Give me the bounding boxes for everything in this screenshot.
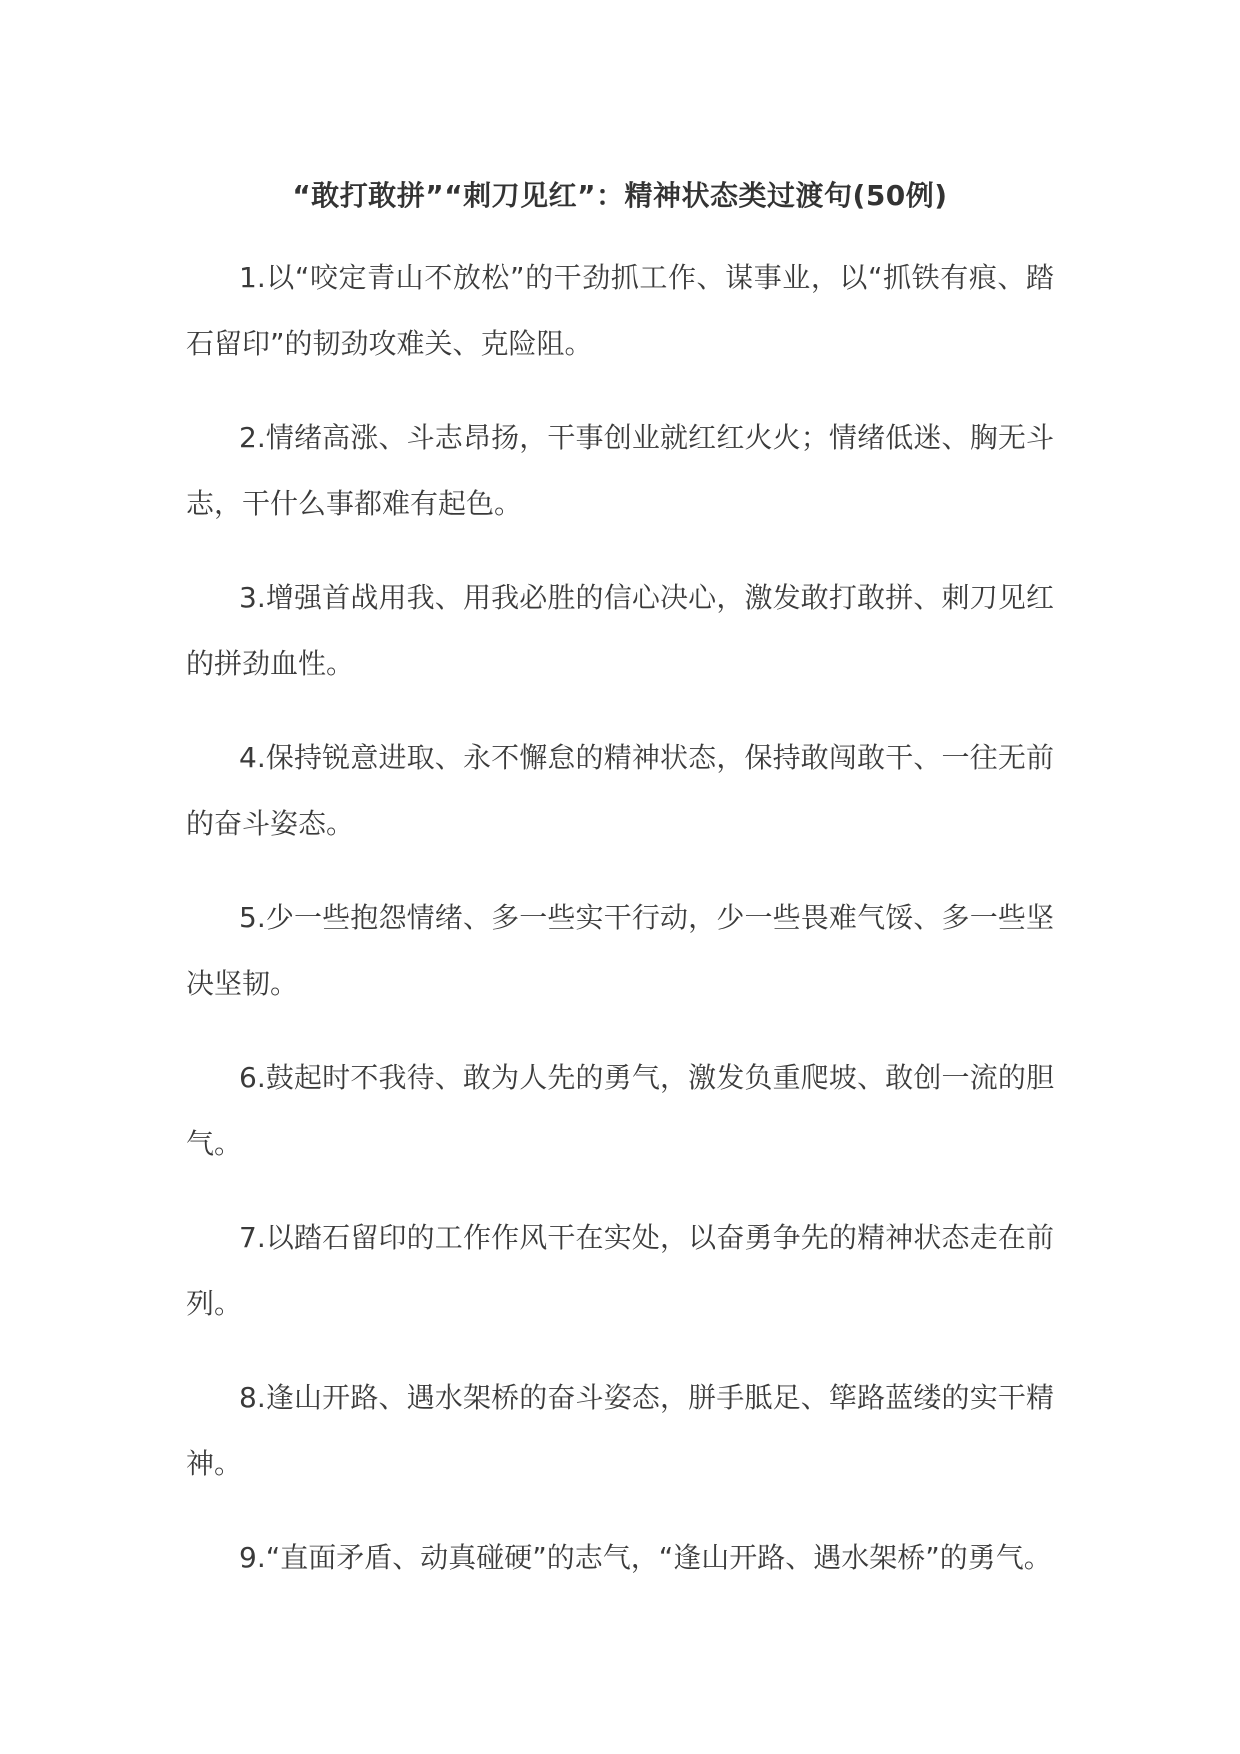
paragraph-3: 3.增强首战用我、用我必胜的信心决心，激发敢打敢拼、刺刀见红的拼劲血性。 [186,581,1054,680]
document-body [186,245,1054,1619]
paragraph-9: 9.“直面矛盾、动真碰硬”的志气，“逢山开路、遇水架桥”的勇气。 [239,1541,1052,1574]
paragraph-6: 6.鼓起时不我待、敢为人先的勇气，激发负重爬坡、敢创一流的胆气。 [186,1061,1054,1160]
document-title: “敢打敢拼”“刺刀见红”：精神状态类过渡句(50例) [292,179,948,212]
paragraph-8: 8.逢山开路、遇水架桥的奋斗姿态，胼手胝足、筚路蓝缕的实干精神。 [186,1381,1054,1480]
paragraph-4: 4.保持锐意进取、永不懈怠的精神状态，保持敢闯敢干、一往无前的奋斗姿态。 [186,741,1054,840]
paragraph-1: 1.以“咬定青山不放松”的干劲抓工作、谋事业，以“抓铁有痕、踏石留印”的韧劲攻难关、克险阻。 [186,261,1054,360]
paragraph-5: 5.少一些抱怨情绪、多一些实干行动，少一些畏难气馁、多一些坚决坚韧。 [186,901,1054,1000]
paragraph-7: 7.以踏石留印的工作作风干在实处，以奋勇争先的精神状态走在前列。 [186,1221,1054,1320]
paragraph-2: 2.情绪高涨、斗志昂扬，干事创业就红红火火；情绪低迷、胸无斗志，干什么事都难有起色。 [186,421,1054,520]
